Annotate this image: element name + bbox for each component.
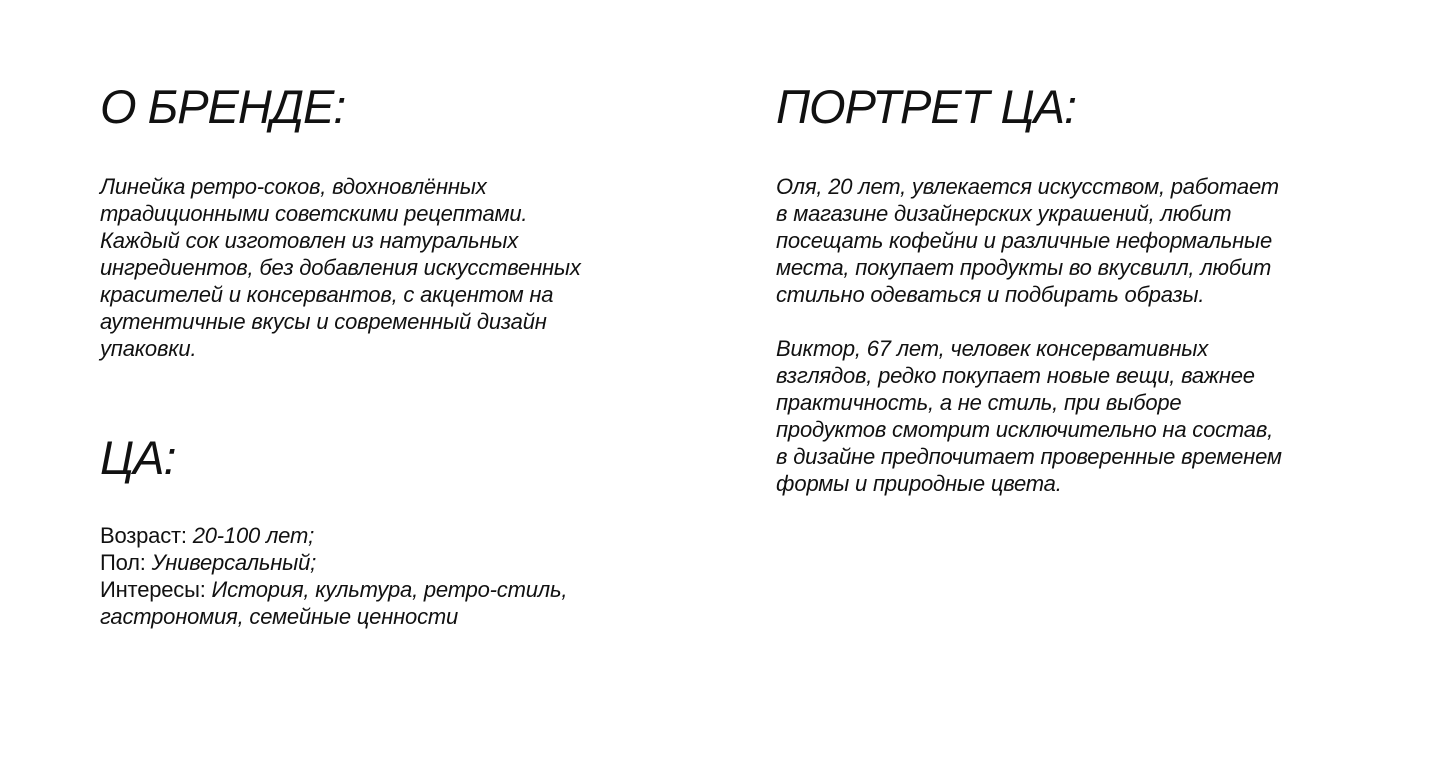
portrait-heading: ПОРТРЕТ ЦА: [776, 80, 1077, 133]
about-brand-heading: О БРЕНДЕ: [100, 80, 346, 133]
persona-olya-line: стильно одеваться и подбирать образы. [776, 282, 1205, 307]
persona-viktor-line: формы и природные цвета. [776, 471, 1062, 496]
target-audience-list [100, 522, 567, 630]
about-brand-text [100, 173, 581, 362]
persona-viktor-line: взглядов, редко покупает новые вещи, важнее [776, 363, 1255, 388]
persona-viktor-line: продуктов смотрит исключительно на состав, [776, 417, 1274, 442]
ta-interests-value: История, культура, ретро-стиль, [211, 577, 568, 602]
ta-gender-value: Универсальный; [151, 550, 317, 575]
target-audience-heading: ЦА: [100, 431, 176, 484]
ta-interests-label: Интересы: [100, 577, 206, 602]
persona-olya-line: Оля, 20 лет, увлекается искусством, работает [776, 174, 1279, 199]
persona-olya-line: посещать кофейни и различные неформальные [776, 228, 1273, 253]
about-brand-line: традиционными советскими рецептами. [100, 201, 528, 226]
about-brand-line: Каждый сок изготовлен из натуральных [100, 228, 519, 253]
ta-interests-value-cont: гастрономия, семейные ценности [100, 604, 459, 629]
ta-age-row [100, 522, 567, 549]
persona-olya-text [776, 173, 1279, 308]
persona-viktor-line: практичность, а не стиль, при выборе [776, 390, 1182, 415]
about-brand-line: Линейка ретро-соков, вдохновлённых [100, 174, 487, 199]
ta-age-label: Возраст: [100, 523, 187, 548]
persona-viktor-line: в дизайне предпочитает проверенные временем [776, 444, 1282, 469]
ta-age-value: 20-100 лет; [192, 523, 314, 548]
ta-gender-label: Пол: [100, 550, 146, 575]
ta-interests-row [100, 576, 567, 603]
persona-olya-line: в магазине дизайнерских украшений, любит [776, 201, 1232, 226]
ta-gender-row [100, 549, 567, 576]
about-brand-line: упаковки. [100, 336, 197, 361]
about-brand-line: ингредиентов, без добавления искусственных [100, 255, 581, 280]
persona-viktor-text [776, 335, 1282, 497]
persona-olya-line: места, покупает продукты во вкусвилл, любит [776, 255, 1272, 280]
persona-viktor-line: Виктор, 67 лет, человек консервативных [776, 336, 1209, 361]
about-brand-line: аутентичные вкусы и современный дизайн [100, 309, 547, 334]
about-brand-line: красителей и консервантов, с акцентом на [100, 282, 554, 307]
